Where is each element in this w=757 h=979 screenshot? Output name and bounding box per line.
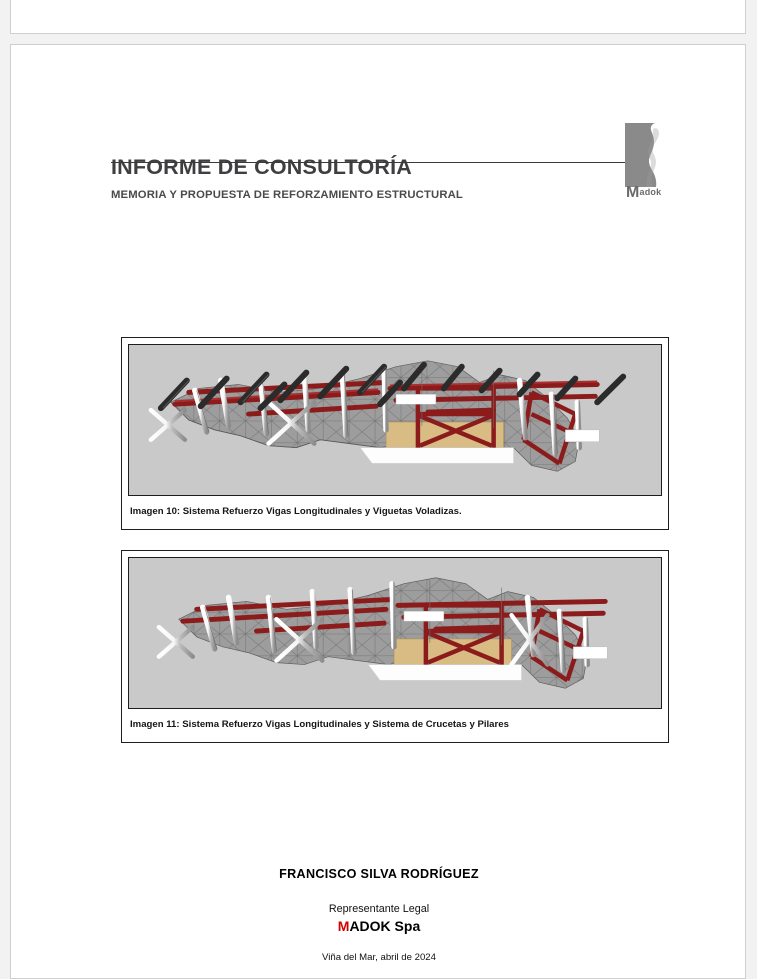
signatory-role: Representante Legal: [328, 903, 430, 915]
logo-figure-icon: [625, 123, 669, 187]
logo-wordmark-initial: M: [626, 184, 640, 201]
figure-block-2: [121, 550, 669, 743]
company-name-initial: M: [337, 918, 350, 934]
document-header: [111, 113, 671, 218]
logo-wordmark: [626, 185, 661, 201]
place-and-date: Viña del Mar, abril de 2024: [322, 952, 436, 963]
page-title: INFORME DE CONSULTORÍA: [111, 155, 413, 179]
logo-wordmark-rest: adok: [639, 187, 662, 197]
madok-logo: [625, 123, 669, 211]
figure-caption-1: Imagen 10: Sistema Refuerzo Vigas Longitudinales y Viguetas Voladizas.: [130, 506, 462, 517]
page-separator-gap: [0, 35, 757, 44]
signature-block: [11, 867, 746, 963]
signatory-name: FRANCISCO SILVA RODRÍGUEZ: [279, 867, 479, 881]
figure-block-1: [121, 337, 669, 530]
figure-image-1: [128, 344, 662, 496]
company-name-rest: ADOK Spa: [349, 918, 421, 934]
previous-page-tail: [10, 0, 746, 34]
document-page: [10, 44, 746, 979]
page-subtitle: MEMORIA Y PROPUESTA DE REFORZAMIENTO ESTRUCTURAL: [111, 189, 463, 201]
header-divider: [111, 162, 659, 163]
company-name: [11, 918, 746, 934]
figure-caption-2: Imagen 11: Sistema Refuerzo Vigas Longitudinales y Sistema de Crucetas y Pilares: [130, 719, 509, 730]
figure-image-2: [128, 557, 662, 709]
